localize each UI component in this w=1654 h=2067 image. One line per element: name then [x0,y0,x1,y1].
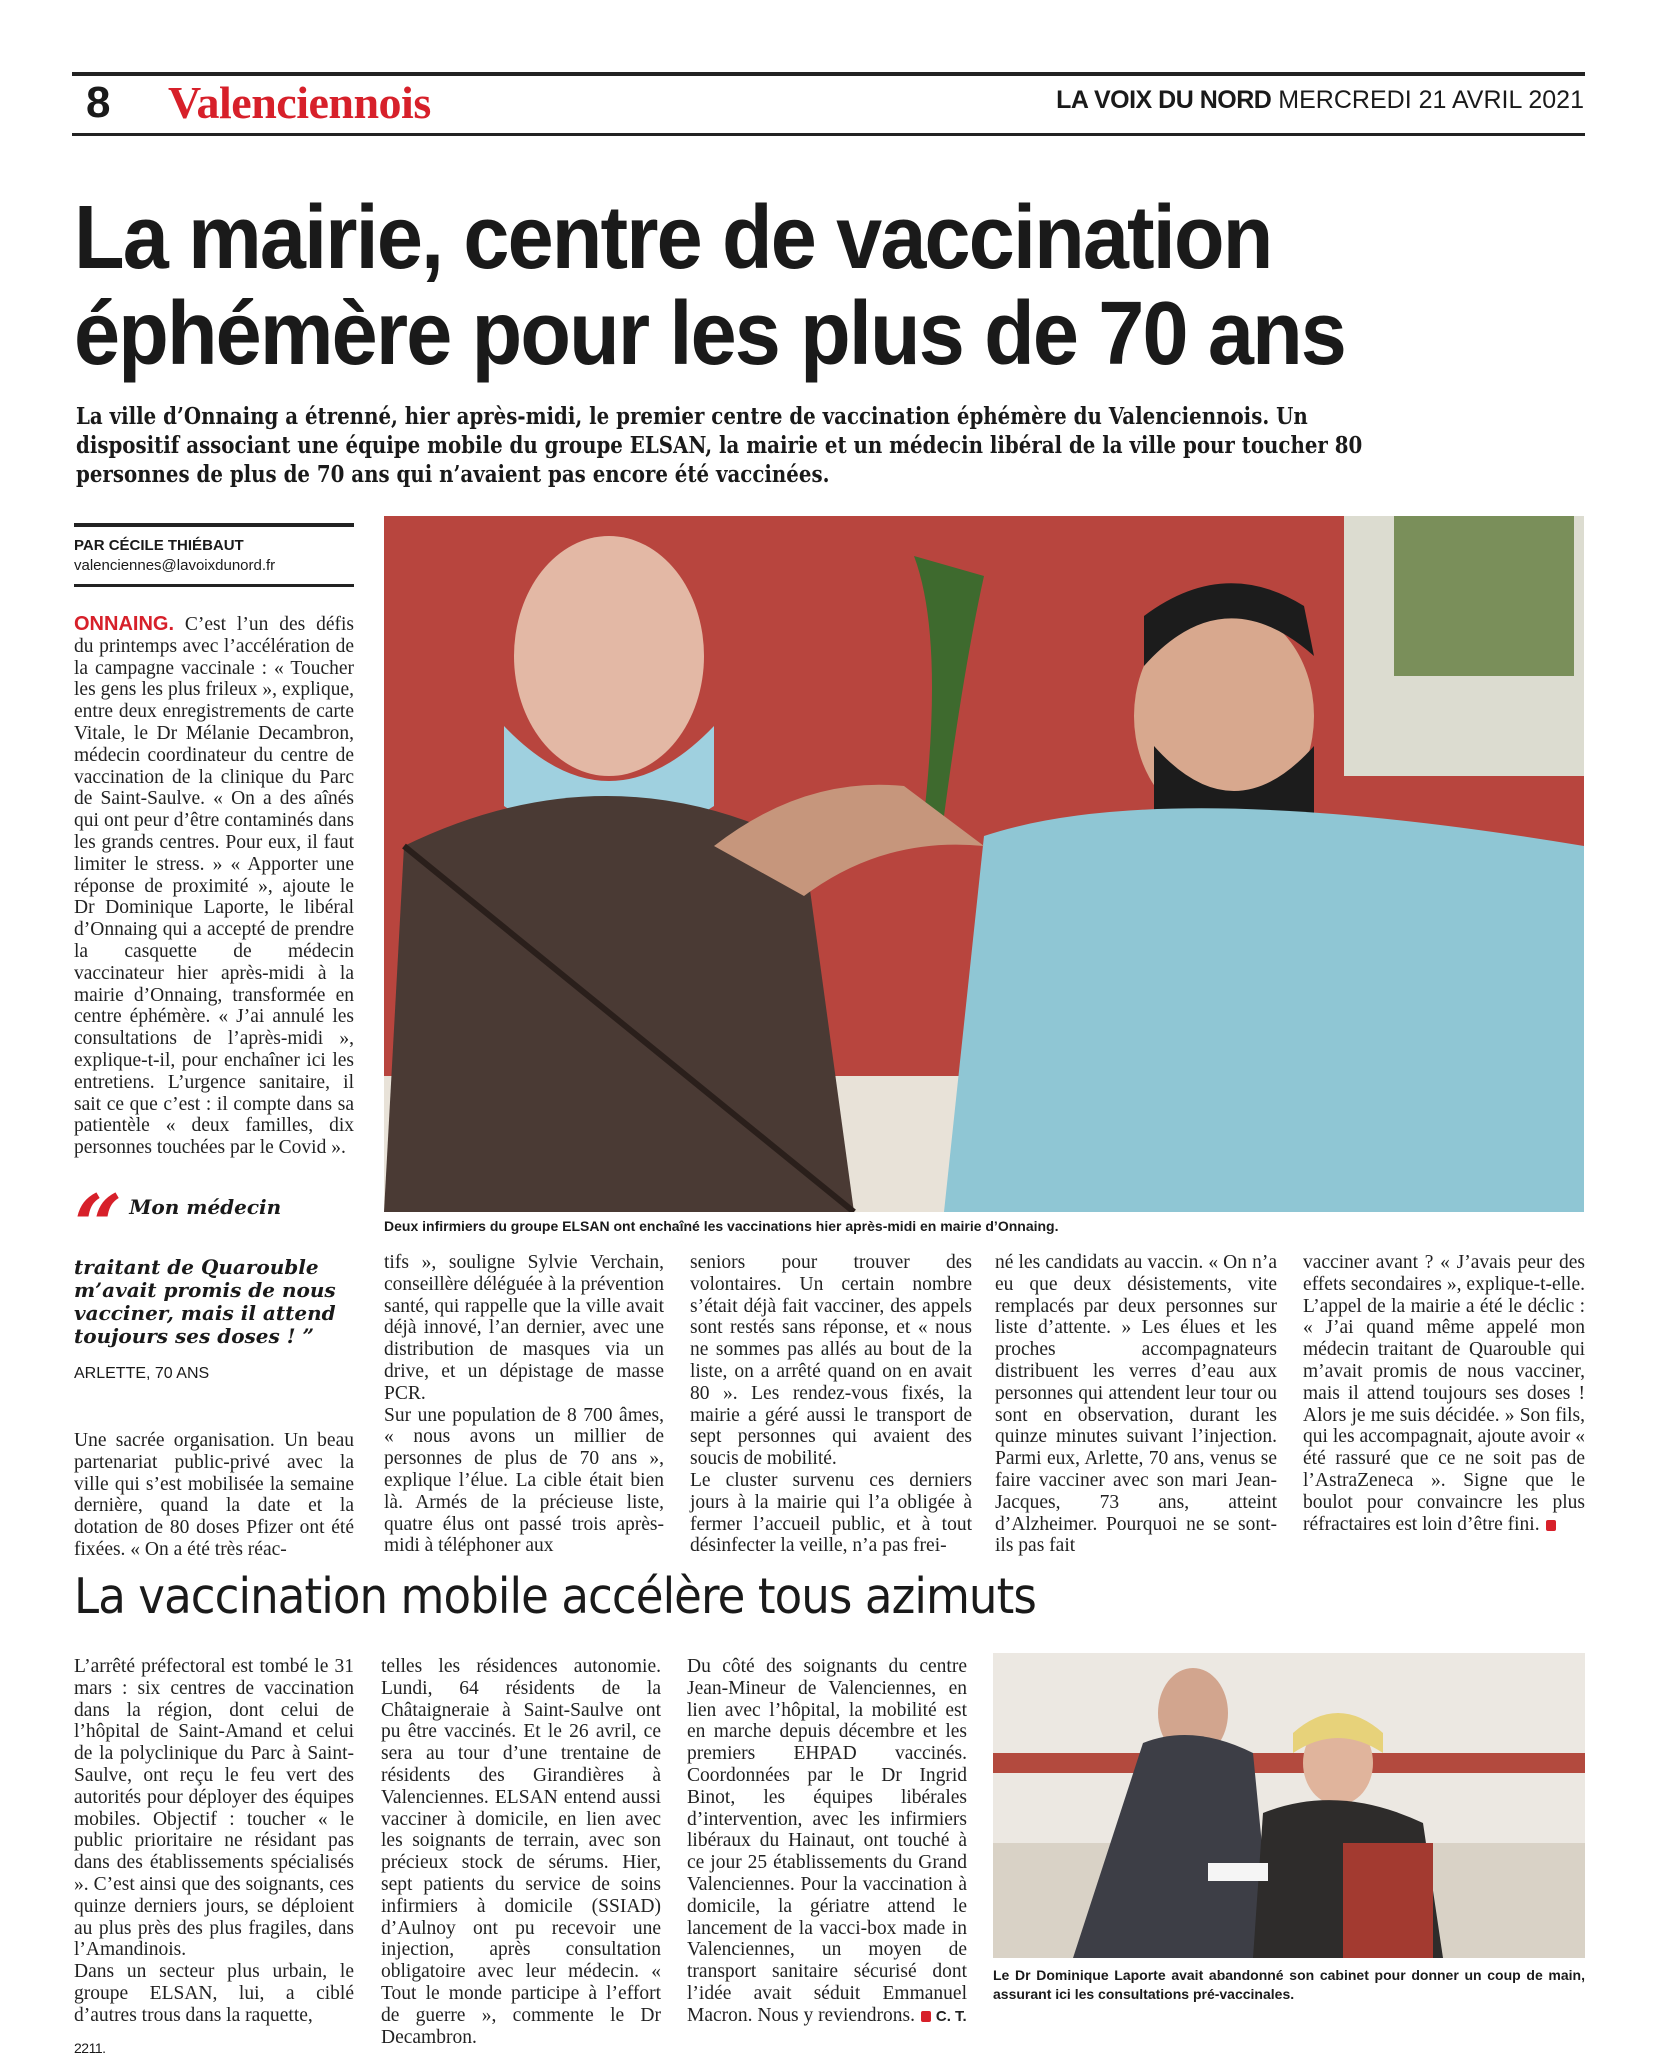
end-of-article-mark-icon [921,2011,931,2022]
headline-line-1: La mairie, centre de vaccination [74,188,1272,288]
secondary-column-1-paragraph-1: L’arrêté préfectoral est tombé le 31 mars : six centres de vaccination dans la région, dont celui de l’hôpital de Saint-Amand et celui de la polyclinique du Parc à Saint-Saulve, ont reçu le feu vert des autorités pour déployer des équipes mobiles. Objectif : toucher « le public prioritaire ne résidant pas dans des établissements spécialisés ». C’est ainsi que des soignants, ces quinze derniers jours, se déploient au plus près des plus fragiles, dans l’Amandinois. [74,1656,354,1961]
author-name: PAR CÉCILE THIÉBAUT [74,537,244,554]
column-1-paragraph-1: C’est l’un des défis du printemps avec l’accélération de la campagne vaccinale : « Toucher les gens les plus frileux », explique, entre deux enregistrements de carte Vitale, le Dr Mélanie Decambron, médecin coordinateur du centre de vaccination de la clinique du Parc de Saint-Saulve. « On a des aînés qui ont peur d’être contaminés dans les grands centres. Pour eux, il faut limiter le stress. » « Apporter une réponse de proximité », ajoute le Dr Dominique Laporte, le libéral d’Onnaing qui a accepté de prendre la casquette de médecin vaccinateur hier après-midi à la mairie d’Onnaing, transformée en centre éphémère. « J’ai annulé les consultations de l’après-midi », explique-t-il, pour enchaîner ici les entretiens. L’urgence sanitaire, il sait ce que c’est : il compte dans sa patientèle « deux familles, dix personnes touchées par le Covid ». [74,614,354,1159]
pull-quote-attribution: ARLETTE, 70 ANS [74,1365,210,1382]
byline [74,523,354,587]
photo-illustration [993,1653,1585,1958]
photo-illustration [384,516,1584,1212]
article-column-2 [384,1252,664,1557]
author-email[interactable]: valenciennes@lavoixdunord.fr [74,557,276,574]
page-code: 2211. [74,2040,106,2056]
main-photo-caption: Deux infirmiers du groupe ELSAN ont enchaîné les vaccinations hier après-midi en mairie d’Onnaing. [384,1218,1059,1234]
column-5-text: vacciner avant ? « J’avais peur des effets secondaires », explique-t-elle. L’appel de la mairie a été le déclic : « J’ai quand même appelé mon médecin traitant de Quarouble qui m’avait promis de nous vacciner, mais il attend toujours ses doses ! Alors je me suis décidée. » Son fils, qui les accompagnait, ajoute avoir « été rassuré que ce ne soit pas de l’AstraZeneca ». Signe que le boulot pour convaincre les plus réfractaires est loin d’être fini. [1303,1252,1585,1535]
article-column-3 [690,1252,972,1557]
article-column-1 [74,614,354,1159]
dateline: ONNAING. [74,613,174,635]
close-quote-icon: ” [302,1324,314,1348]
secondary-column-2: telles les résidences autonomie. Lundi, 64 résidents de la Châtaigneraie à Saint-Saulve ont pu être vaccinés. Et le 26 avril, ce sera au tour d’une trentaine de résidents des Girandières à Valenciennes. ELSAN entend aussi vacciner à domicile, en lien avec les soignants de terrain, avec son précieux stock de sérums. Hier, sept patients du service de soins infirmiers à domicile (SSIAD) d’Aulnoy ont pu recevoir une injection, après consultation obligatoire avec leur médecin. « Tout le monde participe à l’effort de guerre », commente le Dr Decambron. [381,1656,661,2048]
secondary-photo-consultation [993,1653,1585,1958]
headline-line-2: éphémère pour les plus de 70 ans [74,284,1346,384]
headline [74,190,1463,382]
page-number: 8 [86,78,111,127]
secondary-column-1-paragraph-2: Dans un secteur plus urbain, le groupe ELSAN, lui, a ciblé d’autres trous dans la raquette, [74,1961,354,2026]
column-3-paragraph-2: Le cluster survenu ces derniers jours à la mairie qui l’a obligée à fermer l’accueil public, et à tout désinfecter la veille, n’a pas frei- [690,1469,972,1557]
pull-quote-text: Mon médecin traitant de Quarouble m’avait promis de nous vacciner, mais il attend toujours ses doses ! [74,1195,336,1348]
end-of-article-mark-icon [1546,1520,1556,1531]
byline-rule-bottom [74,584,354,587]
column-2-paragraph-1: tifs », souligne Sylvie Verchain, conseillère déléguée à la prévention santé, qui rappelle que la ville avait déjà innové, l’an dernier, avec une distribution de masques via un drive, et un dépistage de masse PCR. [384,1252,664,1404]
article-column-5 [1303,1252,1585,1535]
header-bottom-rule [72,133,1585,136]
lede: La ville d’Onnaing a étrenné, hier après-midi, le premier centre de vaccination éphémère du Valenciennois. Un dispositif associant une équipe mobile du groupe ELSAN, la mairie et un médecin libéral de la ville pour toucher 80 personnes de plus de 70 ans qui n’avaient pas encore été vaccinées. [76,403,1363,488]
newspaper-name: LA VOIX DU NORD [1056,86,1272,114]
main-photo-vaccination [384,516,1584,1212]
open-quote-icon: “ [74,1176,123,1275]
masthead [1056,86,1584,115]
pull-quote [74,1176,354,1348]
secondary-photo-caption: Le Dr Dominique Laporte avait abandonné son cabinet pour donner un coup de main, assurant ici les consultations pré-vaccinales. [993,1967,1585,2002]
section-title: Valenciennois [168,77,431,128]
secondary-column-1 [74,1656,354,2027]
signature: C. T. [935,2007,967,2025]
secondary-column-3 [687,1656,967,2028]
byline-rule-top [74,523,354,527]
issue-date: MERCREDI 21 AVRIL 2021 [1278,86,1584,114]
column-3-paragraph-1: seniors pour trouver des volontaires. Un certain nombre s’était déjà fait vacciner, des appels sont restés sans réponse, et « nous ne sommes pas allés au bout de la liste, on a arrêté quand on en avait 80 ». Les rendez-vous fixés, la mairie a géré aussi le transport de sept personnes qui avaient des soucis de mobilité. [690,1252,972,1470]
secondary-headline: La vaccination mobile accélère tous azimuts [74,1568,1036,1625]
article-column-4: né les candidats au vaccin. « On n’a eu que deux désistements, vite remplacés par deux personnes sur liste d’attente. » Les élues et les proches accompagnateurs distribuent les verres d’eau aux personnes qui attendent leur tour ou sont en observation, durant les quinze minutes suivant l’injection. Parmi eux, Arlette, 70 ans, venus se faire vacciner avec son mari Jean-Jacques, 73 ans, atteint d’Alzheimer. Pourquoi ne se sont-ils pas fait [995,1252,1277,1557]
secondary-column-3-text: Du côté des soignants du centre Jean-Mineur de Valenciennes, en lien avec l’hôpital, la mobilité est en marche depuis décembre et les premiers EHPAD vaccinés. Coordonnées par le Dr Ingrid Binot, les équipes libérales d’intervention, avec les infirmiers libéraux du Hainaut, ont touché à ce jour 25 établissements du Grand Valenciennes. Pour la vaccination à domicile, la gériatre attend le lancement de la vacci-box made in Valenciennes, un moyen de transport sanitaire sécurisé dont l’idée avait séduit Emmanuel Macron. Nous y reviendrons. [687,1656,967,2026]
column-1-paragraph-2: Une sacrée organisation. Un beau partenariat public-privé avec la ville qui s’est mobilisée la semaine dernière, quand la date et la dotation de 80 doses Pfizer ont été fixées. « On a été très réac- [74,1430,354,1560]
column-2-paragraph-2: Sur une population de 8 700 âmes, « nous avons un millier de personnes de plus de 70 ans », explique l’élue. La cible était bien là. Armés de la précieuse liste, quatre élus ont passé trois après-midi à téléphoner aux [384,1404,664,1557]
